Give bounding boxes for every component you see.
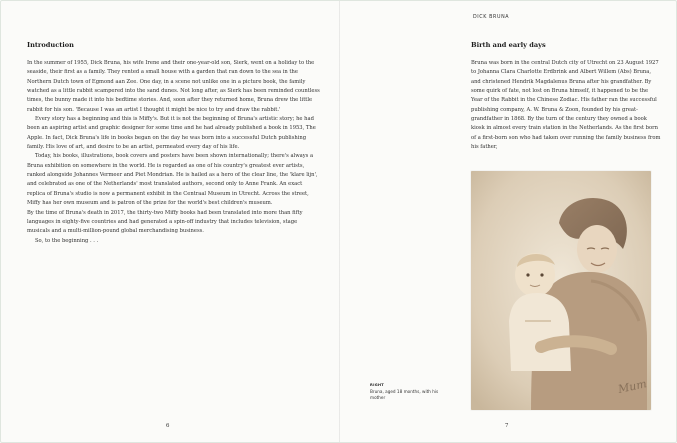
- photo-inscription: Mum: [616, 377, 648, 396]
- running-head: DICK BRUNA: [473, 15, 510, 20]
- paragraph: In the summer of 1955, Dick Bruna, his wife Irene and their one-year-old son, Sierk, went on a holiday to the seaside, their first as a family. They rented a small house with a garden that ran down to the sea in the Northern Dutch town of Egmond aan Zee. One day, in a scene not unlike one in a picture book, the family watched as a little rabbit scampered into the sand dunes. Not long after, as Sierk has been reminded countless times, the bunny made it into his bedtime stories. And, soon after they returned home, Bruna drew the little rabbit for his son. 'Because I was an artist I thought it might be nice to try and draw the rabbit.': [27, 60, 320, 113]
- right-page-column: [471, 41, 661, 152]
- paragraph: By the time of Bruna's death in 2017, the thirty-two Miffy books had been translated into more than fifty languages in eighty-five countries and had generated a spin-off industry that includes television, stage musicals and a multi-million-pound global merchandising business.: [27, 209, 303, 235]
- paragraph: [27, 115, 321, 152]
- paragraph: Bruna was born in the central Dutch city of Utrecht on 23 August 1927 to Johanna Clara Charlotte Erdbrink and Albert Willem (Abs) Bruna, and christened Hendrik Magdalenus Bruna after his grandfather. By some quirk of fate, not lost on Bruna himself, it happened to be the Year of the Rabbit in the Chinese Zodiac. His father ran the successful publishing company, A. W. Bruna & Zoon, founded by his great-grandfather in 1868. By the turn of the century they owned a book kiosk in almost every train station in the Netherlands. As the first born of a first-born son who had taken over running the family business from his father,: [471, 60, 661, 151]
- left-page-column: [27, 41, 321, 246]
- paragraph-text: Every story has a beginning and this is Miffy's. But it is not the beginning of Bruna's artistic story; he had been an aspiring artist and graphic designer for some time and he had already published a book in 1953, The Apple. In fact, Dick Bruna's life in books began on the day he was born into a successful Dutch publishing family. His love of art, and desire to be an artist, permeated every day of his life.: [27, 116, 316, 151]
- photo-bruna-with-mother: [471, 171, 651, 410]
- paragraph: So, to the beginning . . .: [35, 237, 99, 244]
- paragraph: Today, his books, illustrations, book covers and posters have been shown internationally; there's always a Bruna exhibition on somewhere in the world. He is regarded as one of his country's greatest ever artists, ranked alongside Johannes Vermeer and Piet Mondrian. He is hailed as a hero of the clear line, the 'klare lijn', and celebrated as one of the Netherlands' most translated authors, second only to Anne Frank. An exact replica of Bruna's studio is now a permanent exhibit in the Centraal Museum in Utrecht. Across the street, Miffy has her own museum and is patron of the prize for the world's best children's museum.: [27, 153, 318, 207]
- photo-caption: [370, 383, 440, 401]
- gutter: [339, 1, 340, 442]
- caption-text: Bruna, aged 18 months, with his mother: [370, 389, 439, 400]
- page-number-left: 6: [166, 423, 170, 429]
- caption-tag: RIGHT: [370, 383, 385, 387]
- sepia-photograph: [471, 171, 651, 410]
- section-heading-birth: Birth and early days: [471, 41, 546, 49]
- page-number-right: 7: [505, 423, 509, 429]
- section-heading-introduction: Introduction: [27, 41, 74, 49]
